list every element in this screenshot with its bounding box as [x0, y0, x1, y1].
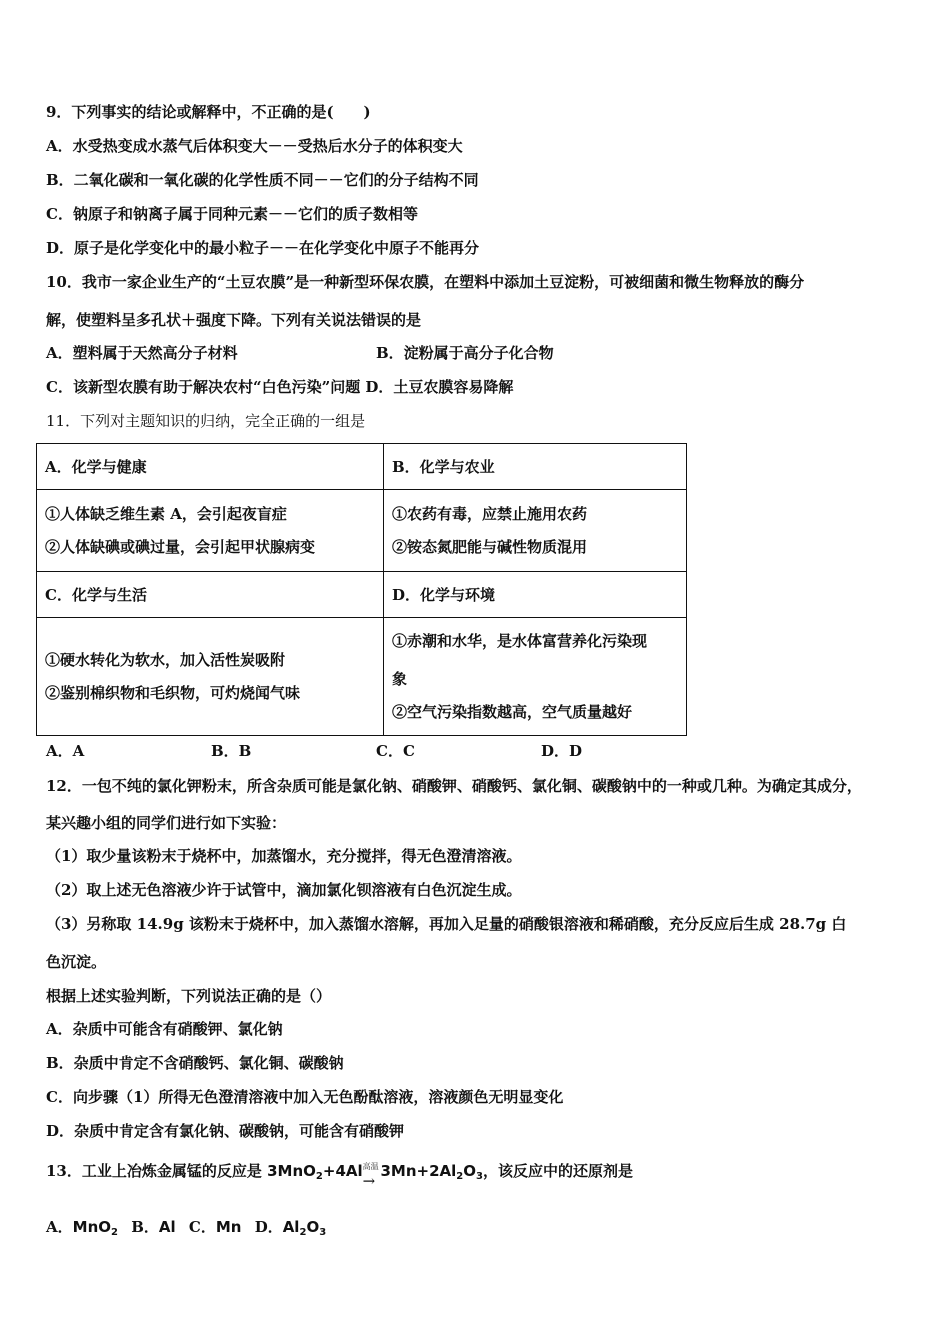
- q10-option-b: B．淀粉属于高分子化合物: [376, 344, 554, 362]
- q13-option-d: $Al_2O_3$: [282, 1218, 327, 1238]
- q11-answer-a: A．A: [46, 742, 85, 760]
- q13-options: [46, 1217, 326, 1237]
- table-a-item-2: ②人体缺碘或碘过量，会引起甲状腺病变: [45, 538, 316, 556]
- q13-products: $3Mn+2Al_2O_3$: [380, 1162, 483, 1182]
- q13-condition: 高温: [362, 1162, 379, 1171]
- q12-step1: （1）取少量该粉末于烧杯中，加蒸馏水，充分搅拌，得无色澄清溶液。: [46, 847, 522, 865]
- q12-stem-line2: 某兴趣小组的同学们进行如下实验：: [46, 814, 287, 832]
- q9-option-a: A．水受热变成水蒸气后体积变大－－受热后水分子的体积变大: [46, 137, 463, 155]
- q11-answer-d: D．D: [541, 742, 583, 760]
- table-cell-d-head: D．化学与环境: [384, 572, 687, 618]
- q12-step2: （2）取上述无色溶液少许于试管中，滴加氯化钡溶液有白色沉淀生成。: [46, 881, 522, 899]
- q12-step3-line2: 色沉淀。: [46, 953, 107, 971]
- q13-stem-suffix: ，该反应中的还原剂是: [482, 1162, 633, 1180]
- q12-option-c: C．向步骤（1）所得无色澄清溶液中加入无色酚酞溶液，溶液颜色无明显变化: [46, 1088, 564, 1106]
- table-cell-c-body: [37, 618, 384, 736]
- q13-option-a: MnO$_2$: [72, 1218, 118, 1238]
- q9-option-c: C．钠原子和钠离子属于同种元素－－它们的质子数相等: [46, 205, 418, 223]
- q12-stem-line1: 12．一包不纯的氯化钾粉末，所含杂质可能是氯化钠、硝酸钾、硝酸钙、氯化铜、碳酸钠中的一种或几种。为确定其成分，: [46, 777, 862, 795]
- q11-answer-c: C．C: [376, 742, 415, 760]
- q12-option-a: A．杂质中可能含有硝酸钾、氯化钠: [46, 1020, 283, 1038]
- table-c-item-2: ②鉴别棉织物和毛织物，可灼烧闻气味: [45, 684, 301, 702]
- q12-question: 根据上述实验判断，下列说法正确的是（）: [46, 987, 332, 1005]
- q13-option-c: Mn: [215, 1218, 242, 1236]
- q13-stem: [46, 1161, 633, 1190]
- q10-option-cd: C．该新型农膜有助于解决农村“白色污染”问题 D．土豆农膜容易降解: [46, 378, 514, 396]
- q10-stem-line2: 解，使塑料呈多孔状＋强度下降。下列有关说法错误的是: [46, 311, 422, 329]
- q9-option-d: D．原子是化学变化中的最小粒子－－在化学变化中原子不能再分: [46, 239, 480, 257]
- table-b-item-1: ①农药有毒，应禁止施用农药: [392, 505, 588, 523]
- q12-option-b: B．杂质中肯定不含硝酸钙、氯化铜、碳酸钠: [46, 1054, 344, 1072]
- table-cell-c-head: C．化学与生活: [37, 572, 384, 618]
- q13-option-b-label: B．: [131, 1218, 159, 1236]
- table-c-item-1: ①硬水转化为软水，加入活性炭吸附: [45, 651, 286, 669]
- q10-stem-line1: 10．我市一家企业生产的“土豆农膜”是一种新型环保农膜，在塑料中添加土豆淀粉，可被细菌和微生物释放的酶分: [46, 273, 805, 291]
- q13-option-d-label: D．: [254, 1218, 283, 1236]
- table-cell-a-body: [37, 490, 384, 572]
- table-cell-d-body: [384, 618, 687, 736]
- q13-option-a-label: A．: [46, 1218, 73, 1236]
- arrow-icon: →: [362, 1172, 376, 1190]
- q11-stem: 11．下列对主题知识的归纳，完全正确的一组是: [46, 412, 366, 430]
- table-b-item-2: ②铵态氮肥能与碱性物质混用: [392, 538, 588, 556]
- q11-knowledge-table: [36, 443, 687, 736]
- q11-answer-b: B．B: [211, 742, 252, 760]
- table-d-item-1-cont: 象: [392, 670, 408, 688]
- q10-option-a: A．塑料属于天然高分子材料: [46, 344, 238, 362]
- q9-stem: 9．下列事实的结论或解释中，不正确的是( ): [46, 103, 371, 121]
- q13-option-c-label: C．: [188, 1218, 216, 1236]
- q13-reaction-arrow: [362, 1161, 379, 1190]
- table-cell-b-head: B．化学与农业: [384, 444, 687, 490]
- q12-step3-line1: （3）另称取 14.9g 该粉末于烧杯中，加入蒸馏水溶解，再加入足量的硝酸银溶液和稀硝酸，充分反应后生成 28.7g 白: [46, 915, 847, 933]
- q9-option-b: B．二氧化碳和一氧化碳的化学性质不同－－它们的分子结构不同: [46, 171, 479, 189]
- q12-option-d: D．杂质中肯定含有氯化钠、碳酸钠，可能含有硝酸钾: [46, 1122, 405, 1140]
- q13-reactants: 3MnO$_2$+4Al: [267, 1162, 363, 1182]
- table-d-item-1: ①赤潮和水华，是水体富营养化污染现: [392, 632, 648, 650]
- q13-option-b: Al: [158, 1218, 176, 1236]
- table-a-item-1: ①人体缺乏维生素 A，会引起夜盲症: [45, 505, 287, 523]
- q13-stem-prefix: 13．工业上冶炼金属锰的反应是: [46, 1162, 268, 1180]
- table-cell-b-body: [384, 490, 687, 572]
- table-d-item-2: ②空气污染指数越高，空气质量越好: [392, 703, 633, 721]
- table-cell-a-head: A．化学与健康: [37, 444, 384, 490]
